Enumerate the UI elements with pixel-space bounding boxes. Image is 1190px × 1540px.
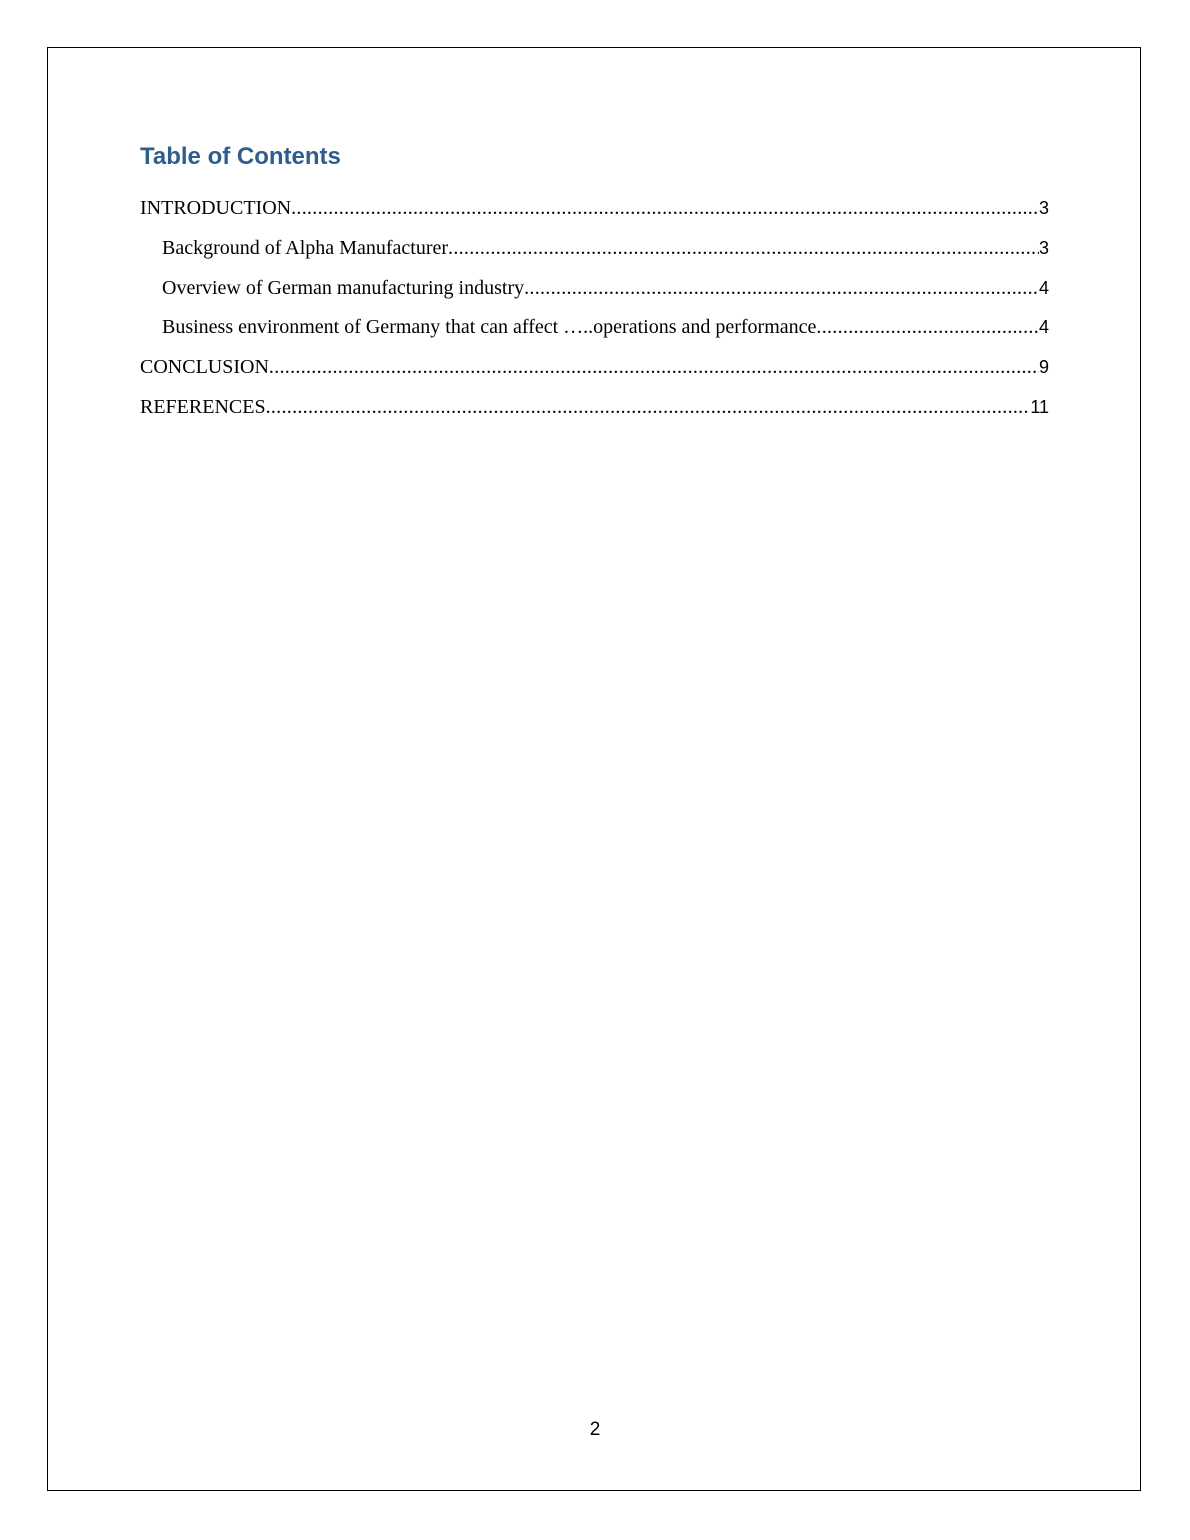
toc-entry-overview[interactable]	[140, 277, 1049, 305]
toc-leader-dots	[266, 396, 1031, 419]
toc-leader-dots	[816, 316, 1039, 339]
toc-leader-dots	[291, 197, 1039, 220]
toc-entry-page: 3	[1038, 237, 1049, 258]
toc-entry-references[interactable]	[140, 396, 1049, 424]
toc-list	[140, 197, 1049, 436]
toc-leader-dots	[524, 277, 1039, 300]
toc-entry-business-environment[interactable]	[140, 316, 1049, 344]
toc-entry-page: 11	[1030, 396, 1049, 417]
toc-entry-title: Background of Alpha Manufacturer	[162, 236, 449, 259]
toc-entry-title: Overview of German manufacturing industry	[162, 276, 525, 299]
toc-entry-title: INTRODUCTION	[140, 197, 292, 219]
toc-entry-page: 3	[1038, 198, 1049, 218]
toc-entry-conclusion[interactable]	[140, 356, 1049, 384]
toc-entry-page: 4	[1038, 317, 1049, 338]
toc-leader-dots	[269, 356, 1039, 379]
toc-entry-introduction[interactable]	[140, 197, 1049, 225]
toc-entry-page: 9	[1038, 357, 1049, 378]
toc-entry-title: REFERENCES	[140, 395, 266, 418]
page-number: 2	[589, 1419, 601, 1440]
toc-entry-title: Business environment of Germany that can affect …..operations and performance	[162, 316, 817, 339]
toc-entry-background[interactable]	[140, 237, 1049, 265]
toc-entry-title: CONCLUSION	[140, 356, 269, 379]
toc-entry-page: 4	[1038, 277, 1049, 298]
toc-heading: Table of Contents	[140, 143, 341, 170]
toc-leader-dots	[448, 237, 1039, 260]
